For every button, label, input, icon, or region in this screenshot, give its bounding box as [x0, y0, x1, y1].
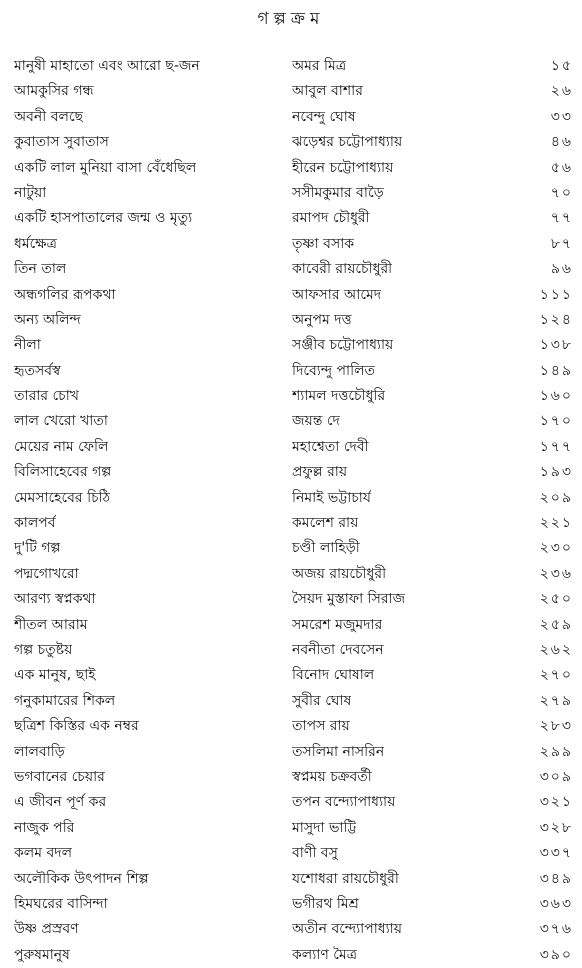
- page-number: ১৪৯: [539, 362, 573, 379]
- story-title: কালপর্ব: [14, 515, 56, 532]
- story-title: ভগবানের চেয়ার: [14, 768, 105, 785]
- page-number: ৪৬: [550, 134, 573, 151]
- toc-row: [0, 54, 582, 79]
- story-title: নাজুক পরি: [14, 819, 75, 836]
- author-name: সঞ্জীব চট্টোপাধ্যায়: [292, 337, 394, 354]
- story-title: গল্প চতুষ্টয়: [14, 641, 73, 658]
- story-title: লাল খেরো খাতা: [14, 413, 108, 430]
- story-title: আরণ্য স্বপ্নকথা: [14, 591, 96, 608]
- toc-row: [0, 181, 582, 206]
- story-title: শীতল আরাম: [14, 616, 88, 633]
- toc-row: [0, 435, 582, 460]
- author-name: অমর মিত্র: [292, 58, 347, 74]
- page-number: ২৯৯: [539, 743, 573, 760]
- toc-row: [0, 79, 582, 104]
- story-title: নীলা: [14, 337, 41, 354]
- author-name: কাবেরী রায়চৌধুরী: [292, 261, 393, 278]
- page-number: ১৭৭: [539, 438, 573, 455]
- toc-row: [0, 130, 582, 155]
- author-name: অতীন বন্দ্যোপাধ্যায়: [292, 921, 402, 938]
- toc-row: [0, 714, 582, 739]
- story-title: হিমঘরের বাসিন্দা: [14, 895, 108, 912]
- story-title: লালবাড়ি: [14, 743, 65, 760]
- author-name: ঝড়েশ্বর চট্টোপাধ্যায়: [292, 134, 403, 151]
- page-number: ৩০৯: [539, 768, 573, 785]
- story-title: গনুকামারের শিকল: [14, 692, 116, 709]
- story-title: পদ্মগোখরো: [14, 565, 79, 582]
- author-name: হীরেন চট্টোপাধ্যায়: [292, 159, 394, 176]
- page-number: ২৬: [550, 83, 573, 100]
- story-title: মেমসাহেবের চিঠি: [14, 489, 111, 506]
- page-number: ২২১: [539, 515, 573, 532]
- toc-row: [0, 105, 582, 130]
- author-name: চণ্ডী লাহিড়ী: [292, 540, 360, 557]
- page-number: ৩২৮: [539, 819, 573, 836]
- toc-row: [0, 765, 582, 790]
- author-name: তসলিমা নাসরিন: [292, 743, 385, 760]
- page-number: ২৭০: [539, 667, 573, 684]
- author-name: ভগীরথ মিশ্র: [292, 895, 359, 912]
- toc-row: [0, 333, 582, 358]
- story-title: আমকুসির গন্ধ: [14, 83, 94, 100]
- story-title: উষ্ণ প্রস্রবণ: [14, 921, 79, 938]
- toc-row: [0, 943, 582, 968]
- author-name: তাপস রায়: [292, 718, 350, 735]
- author-name: জয়ন্ত দে: [292, 413, 340, 430]
- author-name: নবেন্দু ঘোষ: [292, 108, 356, 125]
- author-name: নবনীতা দেবসেন: [292, 641, 384, 658]
- table-of-contents: [0, 54, 582, 968]
- toc-row: [0, 663, 582, 688]
- page-number: ৩৬৩: [539, 895, 573, 912]
- author-name: কল্যাণ মৈত্র: [292, 946, 357, 963]
- toc-row: [0, 156, 582, 181]
- story-title: অন্য অলিন্দ: [14, 311, 81, 328]
- story-title: বিলিসাহেবের গল্প: [14, 464, 112, 481]
- page-number: ৩২১: [539, 794, 573, 811]
- toc-row: [0, 740, 582, 765]
- page-number: ৩৪৯: [539, 870, 573, 887]
- story-title: এ জীবন পূর্ণ কর: [14, 794, 107, 811]
- story-title: ছত্রিশ কিস্তির এক নম্বর: [14, 718, 139, 735]
- story-title: কলম বদল: [14, 845, 73, 862]
- story-title: মানুষী মাহাতো এবং আরো ছ-জন: [14, 58, 200, 74]
- toc-row: [0, 308, 582, 333]
- toc-row: [0, 511, 582, 536]
- author-name: আবুল বাশার: [292, 83, 363, 100]
- toc-row: [0, 536, 582, 561]
- story-title: একটি হাসপাতালের জন্ম ও মৃত্যু: [14, 210, 193, 227]
- story-title: তারার চোখ: [14, 388, 79, 405]
- story-title: হৃতসর্বস্ব: [14, 362, 61, 379]
- toc-row: [0, 257, 582, 282]
- toc-row: [0, 917, 582, 942]
- story-title: অন্ধগলির রূপকথা: [14, 286, 116, 303]
- page-title: গল্পক্রম: [257, 9, 325, 29]
- page-number: ৭০: [550, 184, 573, 201]
- page-number: ২৫০: [539, 591, 573, 608]
- page-number: ১১১: [539, 286, 573, 303]
- author-name: শ্যামল দত্তচৌধুরি: [292, 388, 386, 405]
- author-name: বিনোদ ঘোষাল: [292, 667, 375, 684]
- story-title: অলৌকিক উৎপাদন শিল্প: [14, 870, 149, 887]
- page-number: ১৫: [550, 58, 573, 74]
- author-name: সসীমকুমার বাড়ৈ: [292, 184, 384, 201]
- author-name: অজয় রায়চৌধুরী: [292, 565, 387, 582]
- author-name: তৃষ্ণা বসাক: [292, 235, 355, 252]
- toc-row: [0, 206, 582, 231]
- page-number: ২৬২: [539, 641, 573, 658]
- toc-row: [0, 587, 582, 612]
- author-name: মহাশ্বেতা দেবী: [292, 438, 369, 455]
- page-number: ৩৭৬: [539, 921, 573, 938]
- toc-row: [0, 409, 582, 434]
- author-name: বাণী বসু: [292, 845, 338, 862]
- toc-row: [0, 816, 582, 841]
- toc-row: [0, 892, 582, 917]
- page-number: ৩৩: [550, 108, 573, 125]
- toc-row: [0, 638, 582, 663]
- author-name: মাসুদা ভাট্টি: [292, 819, 357, 836]
- toc-row: [0, 841, 582, 866]
- story-title: তিন তাল: [14, 261, 67, 278]
- page-number: ১৬০: [539, 388, 573, 405]
- page-number: ৫৬: [550, 159, 573, 176]
- story-title: পুরুষমানুষ: [14, 946, 70, 963]
- author-name: দিব্যেন্দু পালিত: [292, 362, 376, 379]
- author-name: অনুপম দত্ত: [292, 311, 352, 328]
- author-name: সৈয়দ মুস্তাফা সিরাজ: [292, 591, 406, 608]
- story-title: অবনী বলছে: [14, 108, 84, 125]
- story-title: কুবাতাস সুবাতাস: [14, 134, 109, 151]
- toc-row: [0, 283, 582, 308]
- page-number: ৩৩৭: [539, 845, 573, 862]
- author-name: প্রফুল্ল রায়: [292, 464, 348, 481]
- story-title: দু'টি গল্প: [14, 540, 61, 557]
- toc-row: [0, 460, 582, 485]
- story-title: নাটুয়া: [14, 184, 47, 201]
- story-title: ধর্মক্ষেত্র: [14, 235, 57, 252]
- toc-row: [0, 689, 582, 714]
- story-title: একটি লাল মুনিয়া বাসা বেঁধেছিল: [14, 159, 197, 176]
- toc-row: [0, 867, 582, 892]
- page-number: ৮৭: [550, 235, 573, 252]
- page-number: ২৭৯: [539, 692, 573, 709]
- page-number: ১২৪: [539, 311, 573, 328]
- toc-row: [0, 613, 582, 638]
- author-name: যশোধরা রায়চৌধুরী: [292, 870, 399, 887]
- author-name: কমলেশ রায়: [292, 515, 359, 532]
- toc-row: [0, 486, 582, 511]
- author-name: তপন বন্দ্যোপাধ্যায়: [292, 794, 396, 811]
- story-title: এক মানুষ, ছাই: [14, 667, 96, 684]
- author-name: নিমাই ভট্টাচার্য: [292, 489, 371, 506]
- toc-row: [0, 232, 582, 257]
- page-number: ১৩৮: [539, 337, 573, 354]
- toc-row: [0, 384, 582, 409]
- page-number: ১৯৩: [539, 464, 573, 481]
- page-number: ২০৯: [539, 489, 573, 506]
- toc-row: [0, 790, 582, 815]
- page-number: ২৫৯: [539, 616, 573, 633]
- author-name: স্বপ্নময় চক্রবর্তী: [292, 768, 372, 785]
- toc-row: [0, 562, 582, 587]
- story-title: মেয়ের নাম ফেলি: [14, 438, 109, 455]
- page-number: ৯৬: [550, 261, 573, 278]
- page-number: ২৮৩: [539, 718, 573, 735]
- author-name: সুবীর ঘোষ: [292, 692, 352, 709]
- page-number: ৩৯০: [539, 946, 573, 963]
- page-number: ১৭০: [539, 413, 573, 430]
- page-number: ২৩০: [539, 540, 573, 557]
- toc-row: [0, 359, 582, 384]
- author-name: আফসার আমেদ: [292, 286, 382, 303]
- page-number: ২৩৬: [539, 565, 573, 582]
- page-number: ৭৭: [550, 210, 573, 227]
- author-name: রমাপদ চৌধুরী: [292, 210, 370, 227]
- author-name: সমরেশ মজুমদার: [292, 616, 383, 633]
